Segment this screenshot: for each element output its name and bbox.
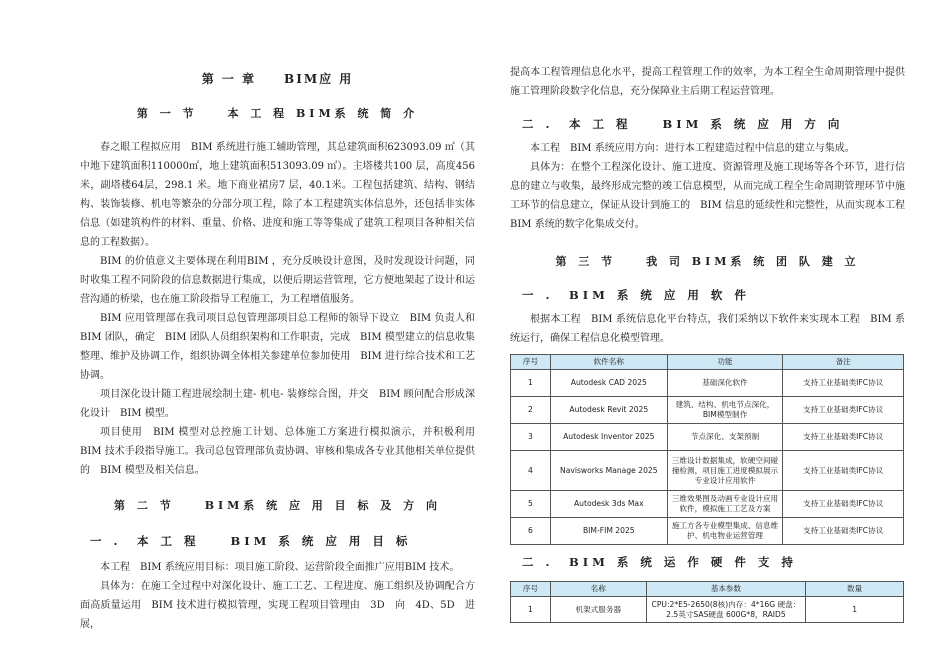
subsection-title: 二 . BIM 系 统 运 作 硬 件 支 持	[522, 555, 797, 569]
table-header-row	[511, 582, 904, 597]
table-cell: 三维设计数据集成，软硬空间碰撞检测，项目施工进度模拟展示专业设计应用软件	[667, 451, 783, 491]
subsection-title: 一 . BIM 系 统 应 用 软 件	[522, 288, 750, 302]
table-cell: 支持工业基础类IFC协议	[783, 451, 904, 491]
paragraph: 根据本工程 BIM 系统信息化平台特点，我们采纳以下软件来实现本工程 BIM 系统运行，确保工程信息化模型管理。	[510, 314, 905, 344]
table-cell: Autodesk Inventor 2025	[550, 424, 667, 451]
table-cell: 施工方各专业模型集成、信息维护、机电物业运营管理	[667, 518, 783, 545]
column-header: 序号	[511, 355, 551, 370]
table-row	[511, 370, 904, 397]
column-header: 序号	[511, 582, 551, 597]
table-row	[511, 451, 904, 491]
chapter-title: 第 一 章 BIM应 用	[201, 72, 354, 86]
section-1-title: 第 一 节 本 工 程 BIM系 统 简 介	[136, 107, 419, 120]
table-cell: BIM-FIM 2025	[550, 518, 667, 545]
column-header: 名称	[550, 582, 646, 597]
paragraph: 具体为：在施工全过程中对深化设计、施工工艺、工程进度、施工组织及协调配合方面高质量运用 BIM 技术进行模拟管理，实现工程项目管理由 3D 向 4D、5D 进展，	[80, 581, 475, 630]
paragraph: BIM 的价值意义主要体现在利用BIM ，充分反映设计意图，及时发现设计问题，同时收集工程不同阶段的信息数据进行集成，以便后期运营管理，它方便地架起了设计和运营沟通的桥梁，也在施工阶段指导工程施工，为工程增值服务。	[80, 256, 475, 305]
table-cell: 三维效果图及动画专业设计应用软件，模拟施工工艺及方案	[667, 491, 783, 518]
paragraph: 本工程 BIM 系统应用方向：进行本工程建造过程中信息的建立与集成。	[530, 143, 855, 154]
table-cell: Autodesk 3ds Max	[550, 491, 667, 518]
subsection-title: 一 . 本 工 程 BIM 系 统 应 用 目 标	[90, 534, 412, 548]
table-cell: CPU:2*E5-2650(8核)内存：4*16G 硬盘：2.5英寸SAS硬盘 600G*8，RAID5	[646, 597, 806, 623]
table-cell: 基础深化软件	[667, 370, 783, 397]
application-direction-body	[510, 139, 905, 234]
software-table	[510, 354, 904, 545]
paragraph: 春之眼工程拟应用 BIM 系统进行施工辅助管理，其总建筑面积623093.09 ㎡（其中地下建筑面积110000㎡，地上建筑面积513093.09 ㎡）。主塔楼共100 层，高度456 米，副塔楼64层，298.1 米。地下商业裙房7 层，40.1米。工程包括建筑、结构、钢结构、装饰装修、机电等繁杂的分部分项工程，除了本工程建筑实体信息外，还包括非实体信息（如建筑构件的材料、重量、价格、进度和施工等等集成了建筑工程项目各种相关信息的工程数据）。	[80, 142, 475, 248]
right-column	[510, 0, 905, 623]
table-cell: 1	[806, 597, 904, 623]
table-cell: 节点深化、支架预制	[667, 424, 783, 451]
section-1-body	[80, 138, 485, 480]
table-cell: 4	[511, 451, 551, 491]
table-cell: 支持工业基础类IFC协议	[783, 397, 904, 424]
table-cell: Navisworks Manage 2025	[550, 451, 667, 491]
left-column	[80, 0, 485, 634]
table-cell: 支持工业基础类IFC协议	[783, 424, 904, 451]
table-cell: 支持工业基础类IFC协议	[783, 370, 904, 397]
table-cell: 5	[511, 491, 551, 518]
table-row	[511, 518, 904, 545]
table-cell: Autodesk CAD 2025	[550, 370, 667, 397]
paragraph: 具体为：在整个工程深化设计、施工进度、资源管理及施工现场等各个环节，进行信息的建立与收集，最终形成完整的竣工信息模型，从而完成工程全生命周期管理环节中施工环节的信息建立，保证从设计到施工的 BIM 信息的延续性和完整性，从而实现本工程BIM 系统的数字化集成交付。	[510, 162, 905, 230]
table-row	[511, 491, 904, 518]
hardware-table	[510, 581, 904, 623]
table-cell: 3	[511, 424, 551, 451]
paragraph: 项目使用 BIM 模型对总控施工计划、总体施工方案进行模拟演示，并积极利用 BIM 技术手段指导施工。我司总包管理部负责协调、审核和集成各专业其他相关单位提供的 BIM 模型及相关信息。	[80, 427, 485, 476]
table-cell: 支持工业基础类IFC协议	[783, 491, 904, 518]
paragraph: 本工程 BIM 系统应用目标：项目施工阶段、运营阶段全面推广应用BIM 技术。	[100, 562, 460, 573]
paragraph: BIM 应用管理部在我司项目总包管理部项目总工程师的领导下设立 BIM 负责人和BIM 团队，确定 BIM 团队人员组织架构和工作职责，完成 BIM 模型建立的信息收集整理、维护及协调工作，组织协调全体相关参建单位参加使用 BIM 进行综合技术和工艺协调。	[80, 313, 475, 381]
table-cell: 1	[511, 597, 551, 623]
table-cell: 建筑、结构、机电节点深化，BIM模型制作	[667, 397, 783, 424]
paragraph: 项目深化设计随工程进展绘制土建- 机电- 装修综合图，并交 BIM 顾问配合形成深化设计 BIM 模型。	[80, 389, 475, 419]
table-cell: Autodesk Revit 2025	[550, 397, 667, 424]
column-header: 基本参数	[646, 582, 806, 597]
table-cell: 支持工业基础类IFC协议	[783, 518, 904, 545]
paragraph-continued: 提高本工程管理信息化水平，提高工程管理工作的效率，为本工程全生命周期管理中提供施工管理阶段数字化信息，充分保障业主后期工程运营管理。	[510, 67, 905, 97]
table-header-row	[511, 355, 904, 370]
table-cell: 机架式服务器	[550, 597, 646, 623]
column-header: 软件名称	[550, 355, 667, 370]
table-row	[511, 424, 904, 451]
section-2-body	[80, 558, 475, 634]
column-header: 功能	[667, 355, 783, 370]
table-cell: 1	[511, 370, 551, 397]
section-2-title: 第 二 节 BIM系 统 应 用 目 标 及 方 向	[114, 499, 441, 512]
table-cell: 6	[511, 518, 551, 545]
column-header: 数量	[806, 582, 904, 597]
table-row	[511, 397, 904, 424]
subsection-title: 二 . 本 工 程 BIM 系 统 应 用 方 向	[522, 117, 844, 131]
column-header: 备注	[783, 355, 904, 370]
section-3-title: 第 三 节 我 司 BIM系 统 团 队 建 立	[555, 255, 860, 268]
table-row	[511, 597, 904, 623]
table-cell: 2	[511, 397, 551, 424]
